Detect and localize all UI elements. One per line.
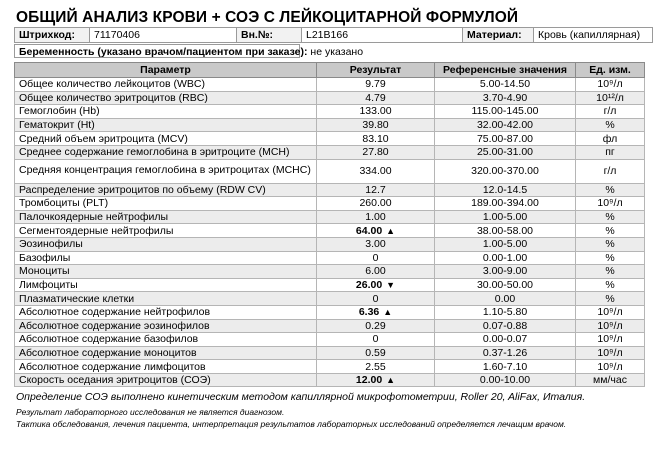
unit-cell: % — [576, 210, 645, 224]
unit-cell: % — [576, 278, 645, 292]
disclaimer-diagnosis: Результат лабораторного исследования не является диагнозом. — [16, 407, 285, 417]
table-row — [15, 278, 645, 292]
table-row — [15, 183, 645, 197]
reference-cell: 115.00-145.00 — [435, 105, 576, 119]
result-value: 64.00 — [355, 224, 383, 237]
result-value: 27.80 — [362, 146, 389, 159]
param-cell: Абсолютное содержание лимфоцитов — [15, 360, 317, 374]
unit-cell: % — [576, 292, 645, 306]
table-row — [15, 333, 645, 347]
result-value: 0.29 — [365, 319, 386, 332]
table-row — [15, 159, 645, 183]
reference-cell: 0.37-1.26 — [435, 346, 576, 360]
param-cell: Распределение эритроцитов по объему (RDW CV) — [15, 183, 317, 197]
result-cell — [317, 145, 435, 159]
reference-cell: 0.00-10.00 — [435, 373, 576, 387]
method-note: Определение СОЭ выполнено кинетическим методом капиллярной микрофотометрии, Roller 20, AliFax, Италия. — [16, 391, 586, 403]
param-cell: Сегментоядерные нейтрофилы — [15, 224, 317, 238]
reference-cell: 1.00-5.00 — [435, 210, 576, 224]
unit-cell: г/л — [576, 105, 645, 119]
result-cell — [317, 197, 435, 211]
result-value: 26.00 — [355, 279, 383, 292]
result-cell — [317, 159, 435, 183]
result-value: 6.00 — [365, 265, 386, 278]
table-row — [15, 251, 645, 265]
unit-cell: пг — [576, 145, 645, 159]
material-label: Материал: — [463, 28, 534, 43]
result-value: 9.79 — [365, 78, 386, 91]
param-cell: Общее количество эритроцитов (RBC) — [15, 91, 317, 105]
order-label: Вн.№: — [237, 28, 302, 43]
result-value: 0.59 — [365, 346, 386, 359]
result-cell — [317, 292, 435, 306]
reference-cell: 1.10-5.80 — [435, 305, 576, 319]
param-cell: Базофилы — [15, 251, 317, 265]
table-row — [15, 78, 645, 92]
param-cell: Скорость оседания эритроцитов (СОЭ) — [15, 373, 317, 387]
result-cell — [317, 319, 435, 333]
unit-cell: % — [576, 265, 645, 279]
header-ref: Референсные значения — [435, 63, 576, 78]
header-result: Результат — [317, 63, 435, 78]
result-cell — [317, 251, 435, 265]
reference-cell: 30.00-50.00 — [435, 278, 576, 292]
param-cell: Лимфоциты — [15, 278, 317, 292]
result-cell — [317, 305, 435, 319]
result-cell — [317, 360, 435, 374]
barcode-label: Штрихкод: — [15, 28, 90, 43]
result-value: 12.7 — [365, 183, 386, 196]
reference-cell: 5.00-14.50 — [435, 78, 576, 92]
table-row — [15, 373, 645, 387]
result-cell — [317, 118, 435, 132]
table-row — [15, 132, 645, 146]
reference-cell: 1.00-5.00 — [435, 237, 576, 251]
unit-cell: % — [576, 251, 645, 265]
param-cell: Тромбоциты (PLT) — [15, 197, 317, 211]
reference-cell: 189.00-394.00 — [435, 197, 576, 211]
unit-cell: 10⁹/л — [576, 346, 645, 360]
result-value: 1.00 — [365, 211, 386, 224]
reference-cell: 3.70-4.90 — [435, 91, 576, 105]
barcode-value: 71170406 — [90, 28, 237, 43]
material-value: Кровь (капиллярная) — [534, 28, 653, 43]
param-cell: Эозинофилы — [15, 237, 317, 251]
reference-cell: 0.07-0.88 — [435, 319, 576, 333]
results-table — [14, 62, 645, 387]
table-row — [15, 265, 645, 279]
param-cell: Общее количество лейкоцитов (WBC) — [15, 78, 317, 92]
result-value: 6.36 — [358, 306, 380, 319]
result-value: 39.80 — [362, 119, 389, 132]
unit-cell: 10⁹/л — [576, 319, 645, 333]
result-cell — [317, 105, 435, 119]
result-cell — [317, 237, 435, 251]
result-value: 3.00 — [365, 238, 386, 251]
table-row — [15, 91, 645, 105]
unit-cell: мм/час — [576, 373, 645, 387]
param-cell: Плазматические клетки — [15, 292, 317, 306]
table-row — [15, 305, 645, 319]
param-cell: Абсолютное содержание базофилов — [15, 333, 317, 347]
param-cell: Абсолютное содержание эозинофилов — [15, 319, 317, 333]
param-cell: Средний объем эритроцита (MCV) — [15, 132, 317, 146]
table-row — [15, 224, 645, 238]
table-row — [15, 237, 645, 251]
param-cell: Средняя концентрация гемоглобина в эритроцитах (MCHC) — [15, 159, 317, 183]
unit-cell: % — [576, 224, 645, 238]
result-cell — [317, 78, 435, 92]
pregnancy-info — [14, 44, 364, 58]
arrow-down-icon: ▼ — [386, 280, 396, 291]
param-cell: Абсолютное содержание моноцитов — [15, 346, 317, 360]
unit-cell: 10⁹/л — [576, 305, 645, 319]
result-value: 12.00 — [355, 374, 383, 387]
result-value: 83.10 — [362, 132, 389, 145]
unit-cell: 10¹²/л — [576, 91, 645, 105]
arrow-up-icon: ▲ — [386, 225, 396, 236]
header-param: Параметр — [15, 63, 317, 78]
reference-cell: 25.00-31.00 — [435, 145, 576, 159]
result-value: 260.00 — [359, 197, 392, 210]
reference-cell: 75.00-87.00 — [435, 132, 576, 146]
pregnancy-value: не указано — [310, 46, 364, 58]
arrow-up-icon: ▲ — [386, 375, 396, 386]
table-header — [15, 63, 645, 78]
unit-cell: 10⁹/л — [576, 360, 645, 374]
reference-cell: 32.00-42.00 — [435, 118, 576, 132]
result-value: 0 — [372, 333, 379, 346]
sample-meta — [14, 27, 653, 43]
result-cell — [317, 278, 435, 292]
reference-cell: 0.00-1.00 — [435, 251, 576, 265]
result-value: 334.00 — [359, 165, 392, 178]
param-cell: Гематокрит (Ht) — [15, 118, 317, 132]
unit-cell: 10⁹/л — [576, 197, 645, 211]
reference-cell: 38.00-58.00 — [435, 224, 576, 238]
order-value: L21B166 — [302, 28, 463, 43]
unit-cell: % — [576, 183, 645, 197]
header-unit: Ед. изм. — [576, 63, 645, 78]
report-title: ОБЩИЙ АНАЛИЗ КРОВИ + СОЭ С ЛЕЙКОЦИТАРНОЙ ФОРМУЛОЙ — [16, 9, 519, 26]
result-cell — [317, 265, 435, 279]
table-row — [15, 292, 645, 306]
result-cell — [317, 132, 435, 146]
table-row — [15, 319, 645, 333]
param-cell: Среднее содержание гемоглобина в эритроците (MCH) — [15, 145, 317, 159]
reference-cell: 0.00 — [435, 292, 576, 306]
table-row — [15, 346, 645, 360]
result-value: 2.55 — [365, 360, 386, 373]
param-cell: Гемоглобин (Hb) — [15, 105, 317, 119]
result-value: 0 — [372, 251, 379, 264]
reference-cell: 1.60-7.10 — [435, 360, 576, 374]
result-cell — [317, 183, 435, 197]
unit-cell: 10⁹/л — [576, 78, 645, 92]
table-row — [15, 145, 645, 159]
result-cell — [317, 91, 435, 105]
result-value: 133.00 — [359, 105, 392, 118]
param-cell: Моноциты — [15, 265, 317, 279]
reference-cell: 12.0-14.5 — [435, 183, 576, 197]
result-cell — [317, 224, 435, 238]
result-cell — [317, 333, 435, 347]
result-cell — [317, 373, 435, 387]
table-row — [15, 197, 645, 211]
result-cell — [317, 346, 435, 360]
result-cell — [317, 210, 435, 224]
reference-cell: 0.00-0.07 — [435, 333, 576, 347]
disclaimer-doctor: Тактика обследования, лечения пациента, интерпретация результатов лабораторных исследований определяется лечащим врачом. — [16, 419, 567, 429]
arrow-up-icon: ▲ — [383, 307, 393, 318]
reference-cell: 3.00-9.00 — [435, 265, 576, 279]
result-value: 0 — [372, 292, 379, 305]
unit-cell: г/л — [576, 159, 645, 183]
pregnancy-label: Беременность (указано врачом/пациентом при заказе): — [19, 46, 308, 58]
reference-cell: 320.00-370.00 — [435, 159, 576, 183]
table-row — [15, 210, 645, 224]
table-row — [15, 105, 645, 119]
result-value: 4.79 — [365, 91, 386, 104]
unit-cell: % — [576, 118, 645, 132]
table-row — [15, 118, 645, 132]
table-row — [15, 360, 645, 374]
param-cell: Абсолютное содержание нейтрофилов — [15, 305, 317, 319]
unit-cell: фл — [576, 132, 645, 146]
unit-cell: 10⁹/л — [576, 333, 645, 347]
unit-cell: % — [576, 237, 645, 251]
param-cell: Палочкоядерные нейтрофилы — [15, 210, 317, 224]
